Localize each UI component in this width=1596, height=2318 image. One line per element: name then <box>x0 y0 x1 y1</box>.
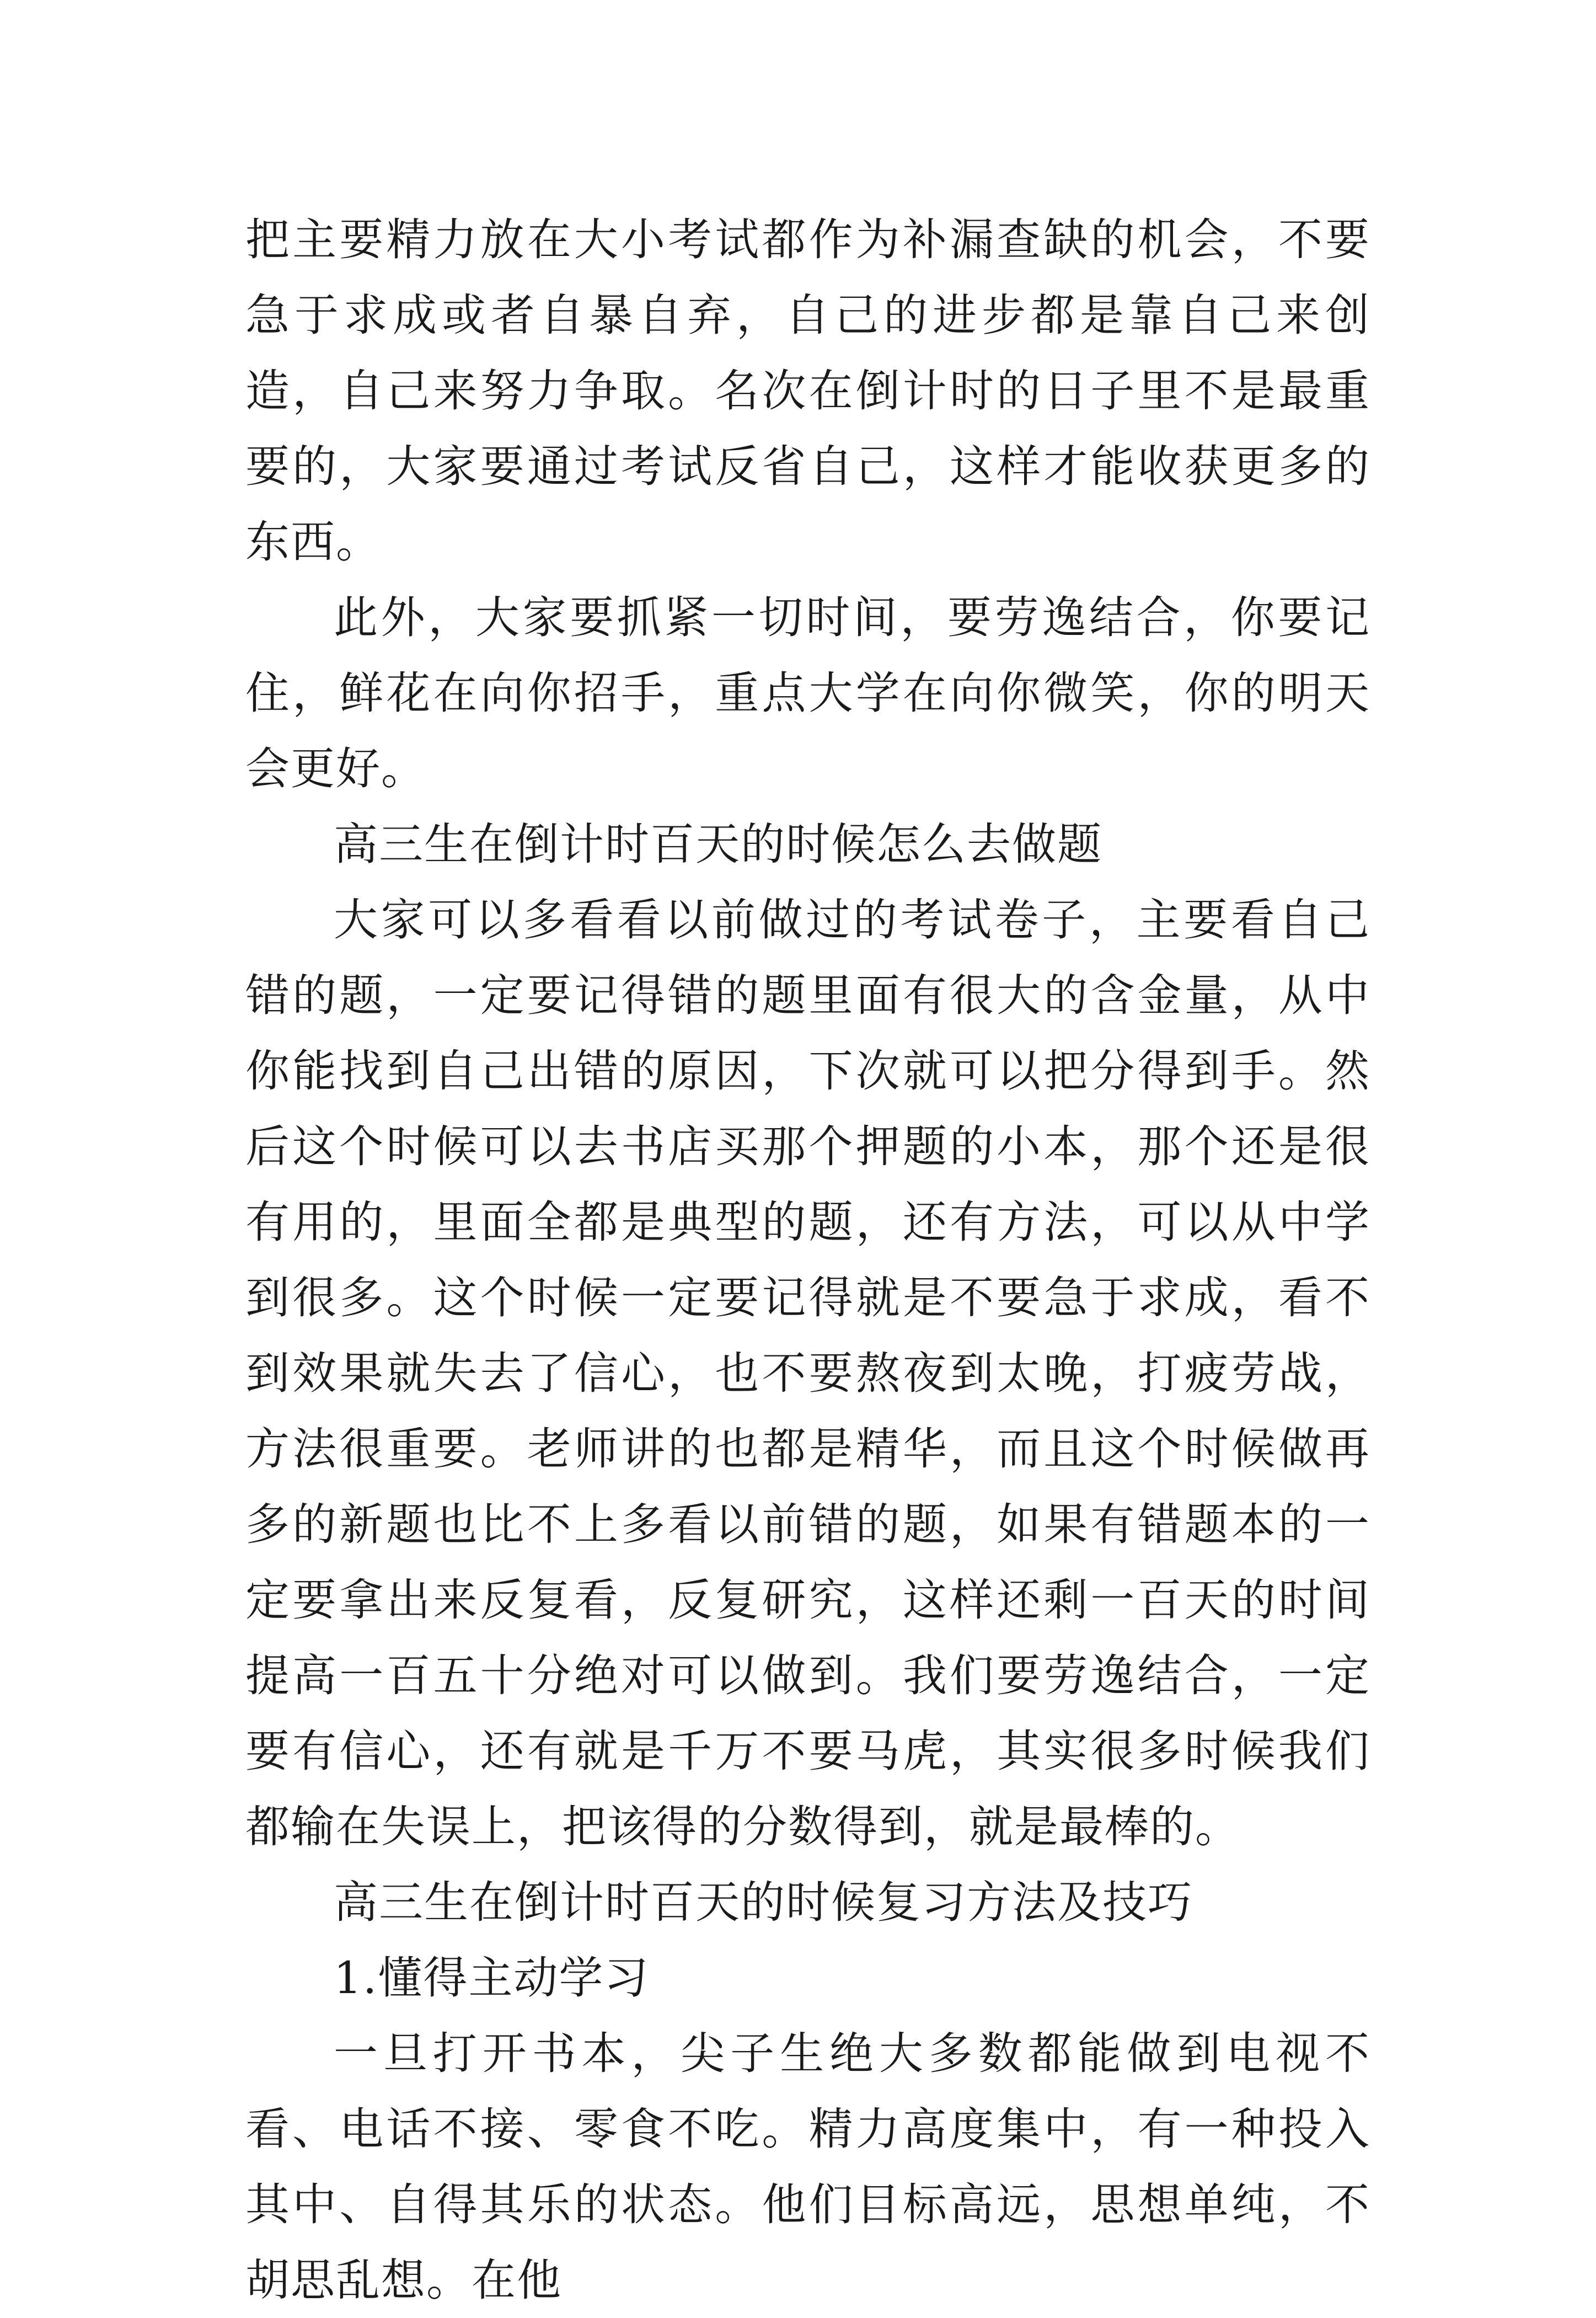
paragraph-balance-rest: 此外，大家要抓紧一切时间，要劳逸结合，你要记住，鲜花在向你招手，重点大学在向你微笑，你的明天会更好。 <box>245 592 1370 794</box>
heading-active-learning: 1.懂得主动学习 <box>334 1952 650 2004</box>
heading-review-methods: 高三生在倒计时百天的时候复习方法及技巧 <box>334 1877 1193 1928</box>
paragraph-focus: 一旦打开书本，尖子生绝大多数都能做到电视不看、电话不接、零食不吃。精力高度集中，有一种投入其中、自得其乐的状态。他们目标高远，思想单纯，不胡思乱想。在他 <box>245 2028 1370 2306</box>
paragraph-exam-review: 把主要精力放在大小考试都作为补漏查缺的机会，不要急于求成或者自暴自弃，自己的进步都是靠自己来创造，自己来努力争取。名次在倒计时的日子里不是最重要的，大家要通过考试反省自己，这样才能收获更多的东西。 <box>245 214 1370 568</box>
heading-how-to-do-problems: 高三生在倒计时百天的时候怎么去做题 <box>334 819 1102 870</box>
paragraph-review-mistakes: 大家可以多看看以前做过的考试卷子，主要看自己错的题，一定要记得错的题里面有很大的含金量，从中你能找到自己出错的原因，下次就可以把分得到手。然后这个时候可以去书店买那个押题的小本，那个还是很有用的，里面全都是典型的题，还有方法，可以从中学到很多。这个时候一定要记得就是不要急于求成，看不到效果就失去了信心，也不要熬夜到太晚，打疲劳战，方法很重要。老师讲的也都是精华，而且这个时候做再多的新题也比不上多看以前错的题，如果有错题本的一定要拿出来反复看，反复研究，这样还剩一百天的时间提高一百五十分绝对可以做到。我们要劳逸结合，一定要有信心，还有就是千万不要马虎，其实很多时候我们都输在失误上，把该得的分数得到，就是最棒的。 <box>245 894 1370 1852</box>
document-body <box>245 202 1370 2318</box>
